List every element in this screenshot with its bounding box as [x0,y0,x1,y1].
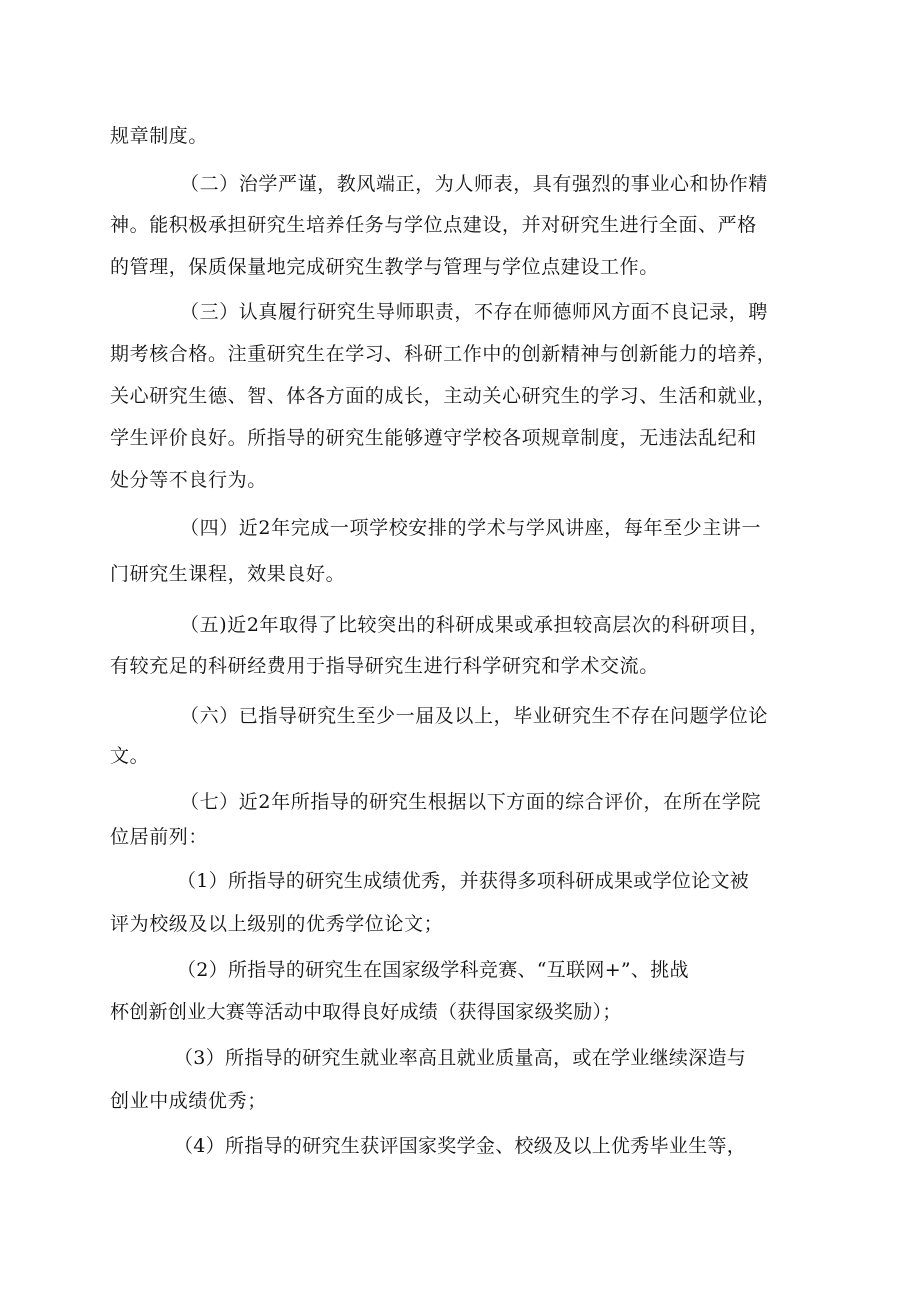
text-line: 杯创新创业大赛等活动中取得良好成绩（获得国家级奖励）； [110,1001,622,1023]
text-line: （三）认真履行研究生导师职责，不存在师德师风方面不良记录，聘 [180,301,769,323]
text-line: 有较充足的科研经费用于指导研究生进行科学研究和学术交流。 [110,655,659,677]
text-line: （六）已指导研究生至少一届及以上，毕业研究生不存在问题学位论 [180,705,769,727]
text-line: 评为校级及以上级别的优秀学位论文； [110,913,444,935]
text-line: （4）所指导的研究生获评国家奖学金、校级及以上优秀毕业生等， [174,1135,747,1157]
text-line: （1）所指导的研究生成绩优秀，并获得多项科研成果或学位论文被 [177,870,750,892]
text-line: 关心研究生德、智、体各方面的成长，主动关心研究生的学习、生活和就业， [110,385,777,407]
text-line: （五)近2年取得了比较突出的科研成果或承担较高层次的科研项目， [180,614,770,636]
text-line: 期考核合格。注重研究生在学习、科研工作中的创新精神与创新能力的培养， [110,343,777,365]
text-line: （3）所指导的研究生就业率高且就业质量高，或在学业继续深造与 [174,1047,747,1069]
text-line: （四）近2年完成一项学校安排的学术与学风讲座，每年至少主讲一 [180,517,762,539]
text-line: 门研究生课程，效果良好。 [110,563,346,585]
text-line: 创业中成绩优秀； [110,1090,267,1112]
text-line: （2）所指导的研究生在国家级学科竞赛、“互联网+”、挑战 [177,959,689,981]
text-line: 文。 [110,745,150,767]
text-line: 规章制度。 [110,125,209,147]
text-line: 位居前列： [110,826,209,848]
text-line: （二）治学严谨，教风端正，为人师表，具有强烈的事业心和协作精 [180,173,769,195]
text-line: 神。能积极承担研究生培养任务与学位点建设，并对研究生进行全面、严格 [110,214,757,236]
text-line: 处分等不良行为。 [110,469,267,491]
text-line: 的管理，保质保量地完成研究生教学与管理与学位点建设工作。 [110,256,659,278]
text-line: 学生评价良好。所指导的研究生能够遵守学校各项规章制度，无违法乱纪和 [110,427,757,449]
text-line: （七）近2年所指导的研究生根据以下方面的综合评价，在所在学院 [180,791,762,813]
